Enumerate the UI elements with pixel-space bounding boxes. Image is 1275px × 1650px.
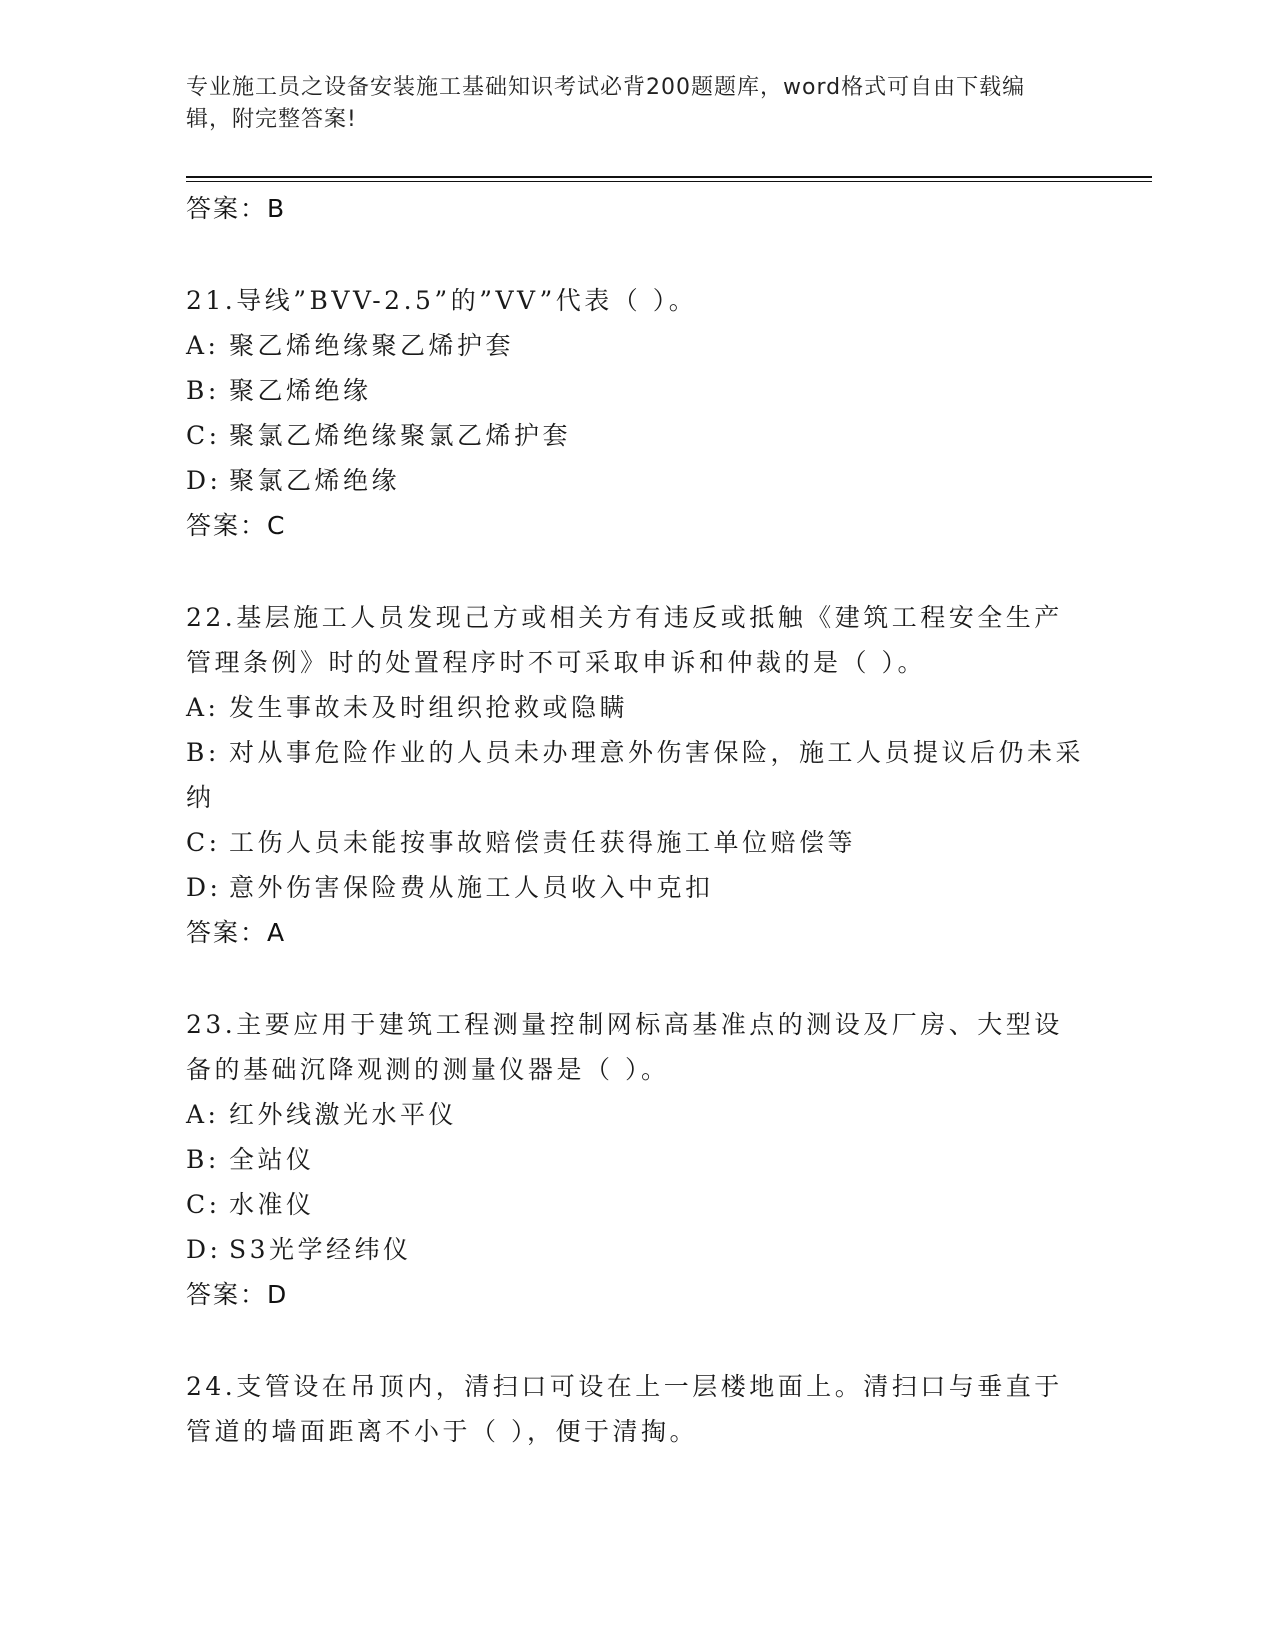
option-c bbox=[186, 413, 1086, 458]
answer-line: 答案：D bbox=[186, 1280, 289, 1309]
option-text: 意外伤害保险费从施工人员收入中克扣 bbox=[229, 873, 714, 902]
question-stem: 23.主要应用于建筑工程测量控制网标高基准点的测设及厂房、大型设备的基础沉降观测的测量仪器是（ ）。 bbox=[186, 1010, 1063, 1084]
option-letter: A: bbox=[186, 331, 220, 360]
option-c bbox=[186, 1182, 1086, 1227]
answer-line: 答案：C bbox=[186, 511, 287, 540]
option-text: 水准仪 bbox=[229, 1190, 315, 1219]
header-divider-thick bbox=[186, 176, 1152, 178]
header-divider-thin bbox=[186, 181, 1152, 182]
option-letter: A: bbox=[186, 1100, 220, 1129]
option-text: 聚乙烯绝缘 bbox=[229, 376, 372, 405]
option-letter: B: bbox=[186, 738, 220, 767]
question-list bbox=[186, 186, 1086, 1454]
option-b bbox=[186, 730, 1086, 820]
option-a bbox=[186, 685, 1086, 730]
answer-line: 答案：B bbox=[186, 194, 287, 223]
question-stem: 24.支管设在吊顶内，清扫口可设在上一层楼地面上。清扫口与垂直于管道的墙面距离不小于（ ），便于清掏。 bbox=[186, 1372, 1063, 1446]
option-letter: C: bbox=[186, 421, 221, 450]
document-header: 专业施工员之设备安装施工基础知识考试必背200题题库，word格式可自由下载编辑，附完整答案! bbox=[186, 75, 1026, 132]
option-letter: D: bbox=[186, 873, 222, 902]
question-stem: 22.基层施工人员发现己方或相关方有违反或抵触《建筑工程安全生产管理条例》时的处置程序时不可采取申诉和仲裁的是（ ）。 bbox=[186, 603, 1063, 677]
option-b bbox=[186, 1137, 1086, 1182]
question-23 bbox=[186, 1002, 1086, 1318]
option-text: 发生事故未及时组织抢救或隐瞒 bbox=[229, 693, 629, 722]
option-d bbox=[186, 458, 1086, 503]
option-d bbox=[186, 1227, 1086, 1272]
option-d bbox=[186, 865, 1086, 910]
option-text: 对从事危险作业的人员未办理意外伤害保险，施工人员提议后仍未采纳 bbox=[186, 738, 1085, 812]
option-c bbox=[186, 820, 1086, 865]
option-letter: C: bbox=[186, 1190, 221, 1219]
option-letter: C: bbox=[186, 828, 221, 857]
option-letter: A: bbox=[186, 693, 220, 722]
option-letter: B: bbox=[186, 1145, 220, 1174]
option-text: 聚氯乙烯绝缘聚氯乙烯护套 bbox=[229, 421, 572, 450]
option-text: 全站仪 bbox=[229, 1145, 315, 1174]
option-text: 聚氯乙烯绝缘 bbox=[229, 466, 401, 495]
answer-line: 答案：A bbox=[186, 918, 287, 947]
question-22 bbox=[186, 595, 1086, 956]
option-text: 红外线激光水平仪 bbox=[229, 1100, 458, 1129]
option-text: 聚乙烯绝缘聚乙烯护套 bbox=[229, 331, 515, 360]
option-a bbox=[186, 1092, 1086, 1137]
option-letter: D: bbox=[186, 466, 222, 495]
option-text: 工伤人员未能按事故赔偿责任获得施工单位赔偿等 bbox=[229, 828, 857, 857]
option-letter: B: bbox=[186, 376, 220, 405]
option-text: S3光学经纬仪 bbox=[229, 1235, 412, 1264]
option-letter: D: bbox=[186, 1235, 222, 1264]
question-stem: 21.导线”BVV-2.5”的”VV”代表（ ）。 bbox=[186, 286, 698, 315]
question-21 bbox=[186, 278, 1086, 549]
option-a bbox=[186, 323, 1086, 368]
question-24 bbox=[186, 1364, 1086, 1454]
option-b bbox=[186, 368, 1086, 413]
